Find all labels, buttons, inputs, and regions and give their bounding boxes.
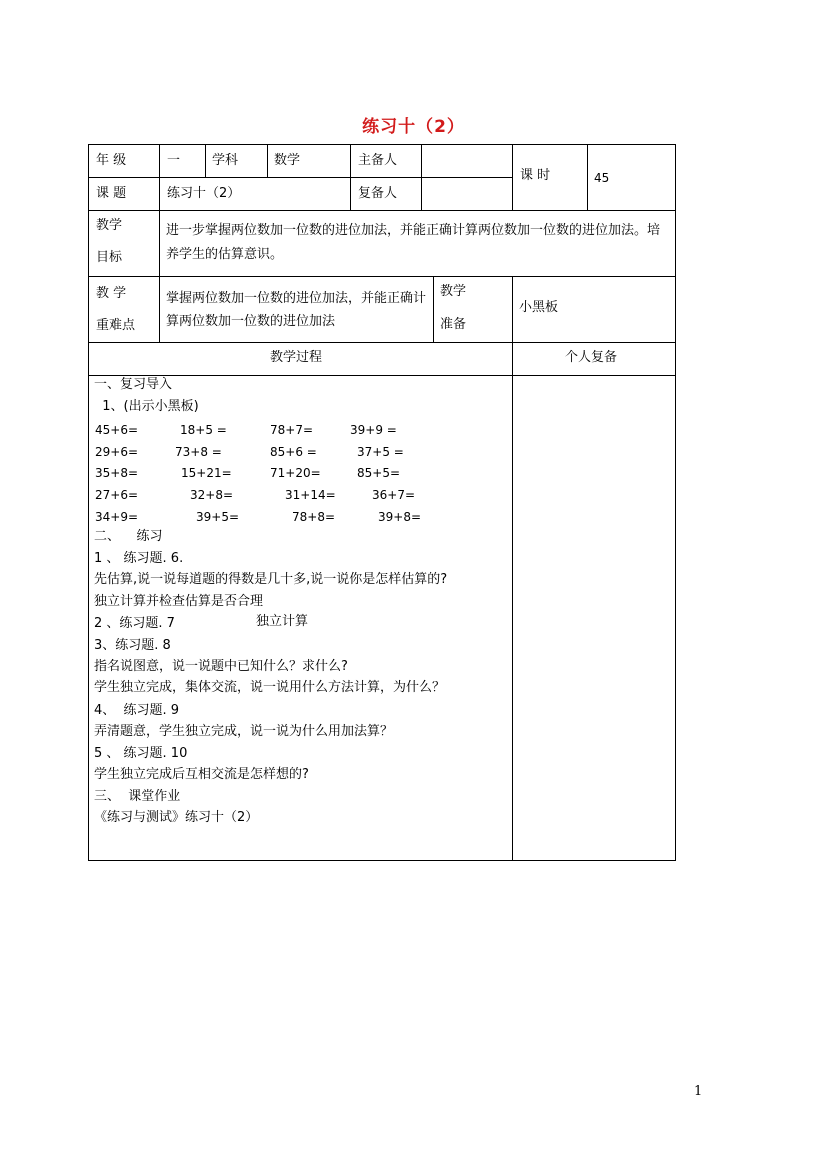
topic-label: 课 题 bbox=[96, 186, 127, 201]
equation: 31+14= bbox=[285, 488, 336, 502]
key-points-label-1: 教 学 bbox=[96, 286, 127, 301]
exercise-2-title: 2 、练习题. 7 bbox=[94, 616, 175, 631]
equation: 36+7= bbox=[372, 488, 416, 502]
col-divider bbox=[587, 144, 588, 210]
page-number: 1 bbox=[694, 1084, 703, 1099]
row-divider bbox=[88, 177, 512, 178]
col-divider bbox=[159, 144, 160, 210]
topic-value: 练习十（2） bbox=[167, 186, 241, 201]
exercise-4-line-1: 弄清题意，学生独立完成，说一说为什么用加法算？ bbox=[94, 724, 394, 739]
col-divider bbox=[512, 276, 513, 342]
equation: 39+5= bbox=[196, 510, 240, 524]
goals-text: 进一步掌握两位数加一位数的进位加法，并能正确计算两位数加一位数的进位加法。培养学生的估算意识。 bbox=[166, 223, 661, 262]
period-value: 45 bbox=[594, 171, 610, 185]
col-divider bbox=[433, 276, 434, 342]
col-divider bbox=[512, 342, 513, 861]
exercise-4-title: 4、 练习题. 9 bbox=[94, 703, 180, 718]
section-practice-heading: 二、 练习 bbox=[94, 529, 163, 544]
exercise-5-title: 5 、 练习题. 10 bbox=[94, 746, 188, 761]
equation: 78+8= bbox=[292, 510, 336, 524]
section-review-item: 1、(出示小黑板) bbox=[94, 399, 199, 414]
section-homework-line-1: 《练习与测试》练习十（2） bbox=[94, 810, 259, 825]
equation: 85+5= bbox=[357, 466, 401, 480]
row-divider bbox=[88, 276, 676, 277]
equation: 85+6 = bbox=[270, 445, 317, 459]
personal-prep-header: 个人复备 bbox=[565, 350, 618, 365]
subject-label: 学科 bbox=[212, 153, 239, 168]
exercise-1-title: 1 、 练习题. 6. bbox=[94, 551, 184, 566]
col-divider bbox=[205, 144, 206, 177]
prep-label-1: 教学 bbox=[440, 284, 467, 299]
col-divider bbox=[421, 144, 422, 210]
exercise-5-line-1: 学生独立完成后互相交流是怎样想的? bbox=[94, 767, 309, 782]
equation: 29+6= bbox=[95, 445, 139, 459]
exercise-1-line-1: 先估算,说一说每道题的得数是几十多,说一说你是怎样估算的? bbox=[94, 572, 448, 587]
goals-label-1: 教学 bbox=[96, 218, 123, 233]
equation: 71+20= bbox=[270, 466, 321, 480]
prep-label-2: 准备 bbox=[440, 317, 467, 332]
row-divider bbox=[88, 210, 676, 211]
equation: 15+21= bbox=[181, 466, 232, 480]
section-homework-heading: 三、 课堂作业 bbox=[94, 789, 181, 804]
equation: 73+8 = bbox=[175, 445, 222, 459]
row-divider bbox=[88, 342, 676, 343]
exercise-3-title: 3、练习题. 8 bbox=[94, 638, 171, 653]
grade-label: 年 级 bbox=[96, 153, 127, 168]
col-divider bbox=[159, 210, 160, 276]
equation: 27+6= bbox=[95, 488, 139, 502]
table-border bbox=[88, 144, 89, 861]
col-divider bbox=[267, 144, 268, 177]
exercise-3-line-1: 指名说图意，说一说题中已知什么？求什么? bbox=[94, 659, 348, 674]
section-review-heading: 一、复习导入 bbox=[94, 377, 173, 392]
exercise-2-note: 独立计算 bbox=[256, 614, 309, 629]
col-divider bbox=[512, 144, 513, 210]
document-title: 练习十（2） bbox=[362, 117, 465, 137]
subject-value: 数学 bbox=[274, 153, 301, 168]
col-divider bbox=[159, 276, 160, 342]
exercise-1-line-2: 独立计算并检查估算是否合理 bbox=[94, 594, 264, 609]
equation: 78+7= bbox=[270, 423, 314, 437]
equation: 37+5 = bbox=[357, 445, 404, 459]
table-border bbox=[675, 144, 676, 861]
teaching-process-header: 教学过程 bbox=[270, 350, 323, 365]
equation: 34+9= bbox=[95, 510, 139, 524]
key-points-label-2: 重难点 bbox=[96, 318, 136, 333]
equation: 18+5 = bbox=[180, 423, 227, 437]
col-divider bbox=[350, 144, 351, 210]
row-divider bbox=[88, 375, 676, 376]
re-prep-label: 复备人 bbox=[358, 186, 398, 201]
goals-label-2: 目标 bbox=[96, 250, 123, 265]
equation: 35+8= bbox=[95, 466, 139, 480]
key-points-text: 掌握两位数加一位数的进位加法，并能正确计算两位数加一位数的进位加法 bbox=[166, 291, 427, 329]
main-prep-label: 主备人 bbox=[358, 153, 398, 168]
equation: 39+9 = bbox=[350, 423, 397, 437]
exercise-3-line-2: 学生独立完成，集体交流，说一说用什么方法计算，为什么？ bbox=[94, 680, 446, 695]
prep-value: 小黑板 bbox=[519, 300, 559, 315]
grade-value: 一 bbox=[167, 153, 181, 168]
equation: 32+8= bbox=[190, 488, 234, 502]
period-label: 课 时 bbox=[520, 168, 551, 183]
equation: 45+6= bbox=[95, 423, 139, 437]
equation: 39+8= bbox=[378, 510, 422, 524]
table-border bbox=[88, 860, 676, 861]
